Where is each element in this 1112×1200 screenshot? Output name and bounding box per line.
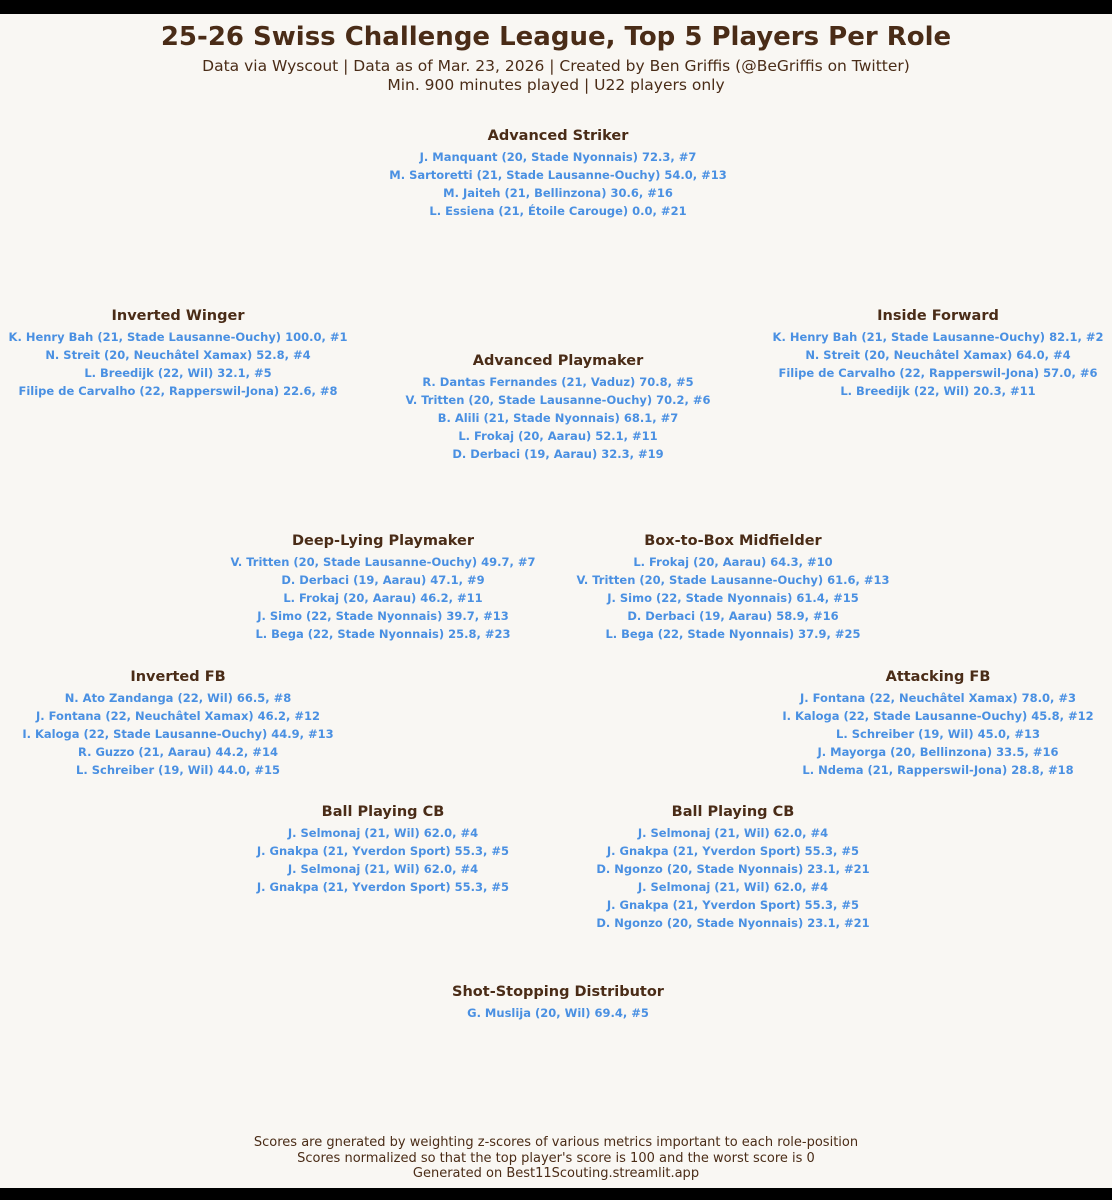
player-entry: L. Bega (22, Stade Nyonnais) 25.8, #23 bbox=[255, 627, 511, 641]
player-entry: J. Fontana (22, Neuchâtel Xamax) 46.2, #12 bbox=[35, 709, 321, 723]
player-entry: L. Frokaj (20, Aarau) 46.2, #11 bbox=[283, 591, 483, 605]
player-entry: I. Kaloga (22, Stade Lausanne-Ouchy) 45.8, #12 bbox=[782, 709, 1094, 723]
player-entry: D. Derbaci (19, Aarau) 58.9, #16 bbox=[627, 609, 839, 623]
role-title: Advanced Playmaker bbox=[472, 353, 644, 369]
player-entry: R. Dantas Fernandes (21, Vaduz) 70.8, #5 bbox=[422, 375, 694, 389]
player-entry: D. Derbaci (19, Aarau) 47.1, #9 bbox=[281, 573, 485, 587]
role-title: Deep-Lying Playmaker bbox=[291, 533, 475, 549]
role-advanced-playmaker bbox=[348, 352, 768, 463]
role-title: Inverted Winger bbox=[111, 308, 245, 324]
player-entry: J. Selmonaj (21, Wil) 62.0, #4 bbox=[637, 826, 829, 840]
player-entry: J. Selmonaj (21, Wil) 62.0, #4 bbox=[637, 880, 829, 894]
player-entry: D. Ngonzo (20, Stade Nyonnais) 23.1, #21 bbox=[596, 916, 870, 930]
player-entry: L. Breedijk (22, Wil) 20.3, #11 bbox=[840, 384, 1036, 398]
player-entry: L. Schreiber (19, Wil) 45.0, #13 bbox=[836, 727, 1040, 741]
role-title: Inverted FB bbox=[130, 669, 226, 685]
player-entry: N. Streit (20, Neuchâtel Xamax) 64.0, #4 bbox=[805, 348, 1071, 362]
role-attacking-fb bbox=[728, 668, 1112, 779]
player-entry: V. Tritten (20, Stade Lausanne-Ouchy) 61.6, #13 bbox=[576, 573, 890, 587]
role-inverted-fb bbox=[0, 668, 388, 779]
role-inside-forward bbox=[728, 307, 1112, 400]
player-entry: L. Schreiber (19, Wil) 44.0, #15 bbox=[76, 763, 280, 777]
player-entry: K. Henry Bah (21, Stade Lausanne-Ouchy) 82.1, #2 bbox=[772, 330, 1104, 344]
player-entry: J. Gnakpa (21, Yverdon Sport) 55.3, #5 bbox=[256, 880, 510, 894]
player-entry: J. Gnakpa (21, Yverdon Sport) 55.3, #5 bbox=[606, 844, 860, 858]
player-entry: N. Ato Zandanga (22, Wil) 66.5, #8 bbox=[64, 691, 292, 705]
role-box-to-box-midfielder bbox=[523, 532, 943, 643]
player-entry: Filipe de Carvalho (22, Rapperswil-Jona) 57.0, #6 bbox=[778, 366, 1098, 380]
subtitle-line-1: Data via Wyscout | Data as of Mar. 23, 2026 | Created by Ben Griffis (@BeGriffis on Twitter) bbox=[202, 57, 910, 75]
role-title: Attacking FB bbox=[885, 669, 991, 685]
player-entry: J. Gnakpa (21, Yverdon Sport) 55.3, #5 bbox=[256, 844, 510, 858]
player-entry: J. Simo (22, Stade Nyonnais) 61.4, #15 bbox=[607, 591, 859, 605]
chart-title: 25-26 Swiss Challenge League, Top 5 Players Per Role bbox=[160, 22, 952, 52]
player-entry: L. Breedijk (22, Wil) 32.1, #5 bbox=[84, 366, 272, 380]
player-entry: R. Guzzo (21, Aarau) 44.2, #14 bbox=[78, 745, 278, 759]
player-entry: J. Simo (22, Stade Nyonnais) 39.7, #13 bbox=[257, 609, 509, 623]
player-entry: L. Frokaj (20, Aarau) 64.3, #10 bbox=[633, 555, 833, 569]
player-entry: N. Streit (20, Neuchâtel Xamax) 52.8, #4 bbox=[45, 348, 311, 362]
player-entry: M. Sartoretti (21, Stade Lausanne-Ouchy) 54.0, #13 bbox=[389, 168, 727, 182]
player-entry: G. Muslija (20, Wil) 69.4, #5 bbox=[467, 1006, 649, 1020]
footer-line-3: Generated on Best11Scouting.streamlit.app bbox=[412, 1166, 700, 1181]
player-entry: J. Gnakpa (21, Yverdon Sport) 55.3, #5 bbox=[606, 898, 860, 912]
player-entry: I. Kaloga (22, Stade Lausanne-Ouchy) 44.9, #13 bbox=[22, 727, 334, 741]
role-title: Inside Forward bbox=[877, 308, 999, 324]
player-entry: V. Tritten (20, Stade Lausanne-Ouchy) 49.7, #7 bbox=[230, 555, 536, 569]
player-entry: V. Tritten (20, Stade Lausanne-Ouchy) 70.2, #6 bbox=[405, 393, 711, 407]
player-entry: D. Derbaci (19, Aarau) 32.3, #19 bbox=[452, 447, 664, 461]
player-entry: K. Henry Bah (21, Stade Lausanne-Ouchy) 100.0, #1 bbox=[8, 330, 348, 344]
role-title: Shot-Stopping Distributor bbox=[452, 984, 664, 1000]
player-entry: B. Alili (21, Stade Nyonnais) 68.1, #7 bbox=[437, 411, 679, 425]
role-title: Advanced Striker bbox=[487, 128, 629, 144]
player-entry: L. Essiena (21, Étoile Carouge) 0.0, #21 bbox=[429, 204, 687, 218]
player-entry: J. Selmonaj (21, Wil) 62.0, #4 bbox=[287, 826, 479, 840]
role-inverted-winger bbox=[0, 307, 388, 400]
footer-notes bbox=[0, 1135, 1112, 1182]
role-ball-playing-cb-right bbox=[523, 803, 943, 932]
player-entry: L. Bega (22, Stade Nyonnais) 37.9, #25 bbox=[605, 627, 861, 641]
role-title: Box-to-Box Midfielder bbox=[644, 533, 822, 549]
role-advanced-striker bbox=[348, 127, 768, 220]
pitch-canvas bbox=[0, 14, 1112, 1188]
player-entry: L. Ndema (21, Rapperswil-Jona) 28.8, #18 bbox=[802, 763, 1074, 777]
role-shot-stopping-distributor bbox=[348, 983, 768, 1022]
player-entry: M. Jaiteh (21, Bellinzona) 30.6, #16 bbox=[443, 186, 673, 200]
footer-line-2: Scores normalized so that the top player's score is 100 and the worst score is 0 bbox=[297, 1150, 815, 1166]
player-entry: J. Fontana (22, Neuchâtel Xamax) 78.0, #3 bbox=[799, 691, 1077, 705]
role-title: Ball Playing CB bbox=[321, 804, 445, 820]
player-entry: L. Frokaj (20, Aarau) 52.1, #11 bbox=[458, 429, 658, 443]
player-entry: J. Mayorga (20, Bellinzona) 33.5, #16 bbox=[817, 745, 1059, 759]
role-title: Ball Playing CB bbox=[671, 804, 795, 820]
subtitle-line-2: Min. 900 minutes played | U22 players only bbox=[387, 76, 725, 94]
player-entry: J. Manquant (20, Stade Nyonnais) 72.3, #7 bbox=[419, 150, 697, 164]
footer-line-1: Scores are gnerated by weighting z-scores of various metrics important to each role-position bbox=[253, 1135, 859, 1150]
player-entry: Filipe de Carvalho (22, Rapperswil-Jona) 22.6, #8 bbox=[18, 384, 338, 398]
player-entry: J. Selmonaj (21, Wil) 62.0, #4 bbox=[287, 862, 479, 876]
player-entry: D. Ngonzo (20, Stade Nyonnais) 23.1, #21 bbox=[596, 862, 870, 876]
